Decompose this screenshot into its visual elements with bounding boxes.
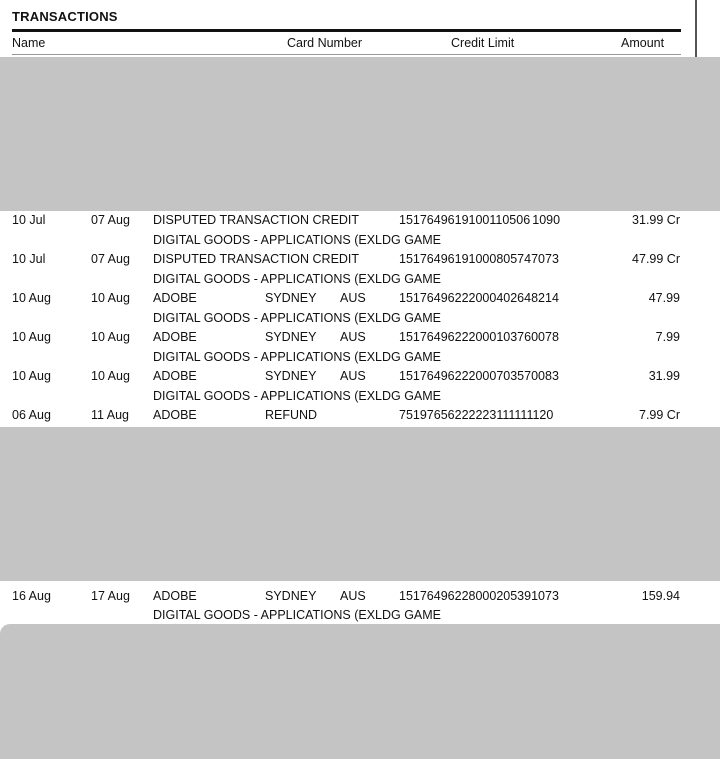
column-header-card-number: Card Number [287, 36, 363, 50]
transaction-date: 06 Aug [12, 408, 51, 422]
transaction-country: AUS [340, 291, 366, 305]
transaction-amount: 159.94 [641, 589, 680, 603]
posting-date: 17 Aug [91, 589, 130, 603]
transaction-detail: DIGITAL GOODS - APPLICATIONS (EXLDG GAME [153, 311, 442, 325]
redacted-block [0, 624, 720, 759]
transaction-row [0, 589, 720, 607]
transaction-description: ADOBE [153, 369, 197, 383]
column-header-name: Name [12, 36, 46, 50]
transaction-country: AUS [340, 330, 366, 344]
transaction-city: SYDNEY [265, 589, 317, 603]
transaction-amount: 47.99 [648, 291, 680, 305]
posting-date: 11 Aug [91, 408, 130, 422]
transaction-detail: DIGITAL GOODS - APPLICATIONS (EXLDG GAME [153, 233, 442, 247]
column-header-credit-limit: Credit Limit [451, 36, 515, 50]
transaction-amount: 31.99 Cr [632, 213, 680, 227]
transaction-type: REFUND [265, 408, 318, 422]
posting-date: 10 Aug [91, 369, 130, 383]
transaction-detail: DIGITAL GOODS - APPLICATIONS (EXLDG GAME [153, 608, 442, 622]
transaction-date: 10 Aug [12, 369, 51, 383]
transaction-amount: 7.99 Cr [639, 408, 680, 422]
transaction-date: 10 Aug [12, 330, 51, 344]
reference-number: 15176496222000103760078 [399, 330, 559, 344]
redacted-block [0, 427, 720, 581]
transaction-country: AUS [340, 369, 366, 383]
posting-date: 10 Aug [91, 330, 130, 344]
reference-number: 15176496191000805747073 [399, 252, 559, 266]
transaction-row [0, 252, 720, 270]
reference-number: 1517649619100110506 1090 [399, 213, 561, 227]
transaction-row [0, 291, 720, 309]
posting-date: 10 Aug [91, 291, 130, 305]
title-rule [12, 29, 681, 32]
column-header-amount: Amount [621, 36, 665, 50]
transaction-description: ADOBE [153, 291, 197, 305]
transaction-description: ADOBE [153, 330, 197, 344]
posting-date: 07 Aug [91, 213, 130, 227]
transaction-amount: 31.99 [648, 369, 680, 383]
transaction-date: 16 Aug [12, 589, 51, 603]
transaction-row [0, 213, 720, 231]
transaction-amount: 47.99 Cr [632, 252, 680, 266]
redacted-block [0, 57, 720, 211]
header-rule [12, 54, 681, 55]
transaction-detail: DIGITAL GOODS - APPLICATIONS (EXLDG GAME [153, 272, 442, 286]
transaction-detail: DIGITAL GOODS - APPLICATIONS (EXLDG GAME [153, 350, 442, 364]
transaction-detail: DIGITAL GOODS - APPLICATIONS (EXLDG GAME [153, 389, 442, 403]
transaction-description: DISPUTED TRANSACTION CREDIT [153, 252, 360, 266]
transaction-date: 10 Jul [12, 213, 46, 227]
transaction-row [0, 369, 720, 387]
reference-number: 75197656222223111111120 [399, 408, 554, 422]
transaction-description: ADOBE [153, 589, 197, 603]
transaction-date: 10 Aug [12, 291, 51, 305]
transaction-country: AUS [340, 589, 366, 603]
transaction-row [0, 408, 720, 426]
transaction-city: SYDNEY [265, 369, 317, 383]
transaction-city: SYDNEY [265, 291, 317, 305]
transaction-description: ADOBE [153, 408, 197, 422]
transaction-city: SYDNEY [265, 330, 317, 344]
transaction-row [0, 330, 720, 348]
transaction-description: DISPUTED TRANSACTION CREDIT [153, 213, 360, 227]
reference-number: 15176496222000402648214 [399, 291, 559, 305]
page-edge-line [695, 0, 697, 60]
posting-date: 07 Aug [91, 252, 130, 266]
reference-number: 15176496228000205391073 [399, 589, 559, 603]
section-title: TRANSACTIONS [12, 9, 118, 24]
transaction-date: 10 Jul [12, 252, 46, 266]
transaction-amount: 7.99 [655, 330, 680, 344]
reference-number: 15176496222000703570083 [399, 369, 559, 383]
